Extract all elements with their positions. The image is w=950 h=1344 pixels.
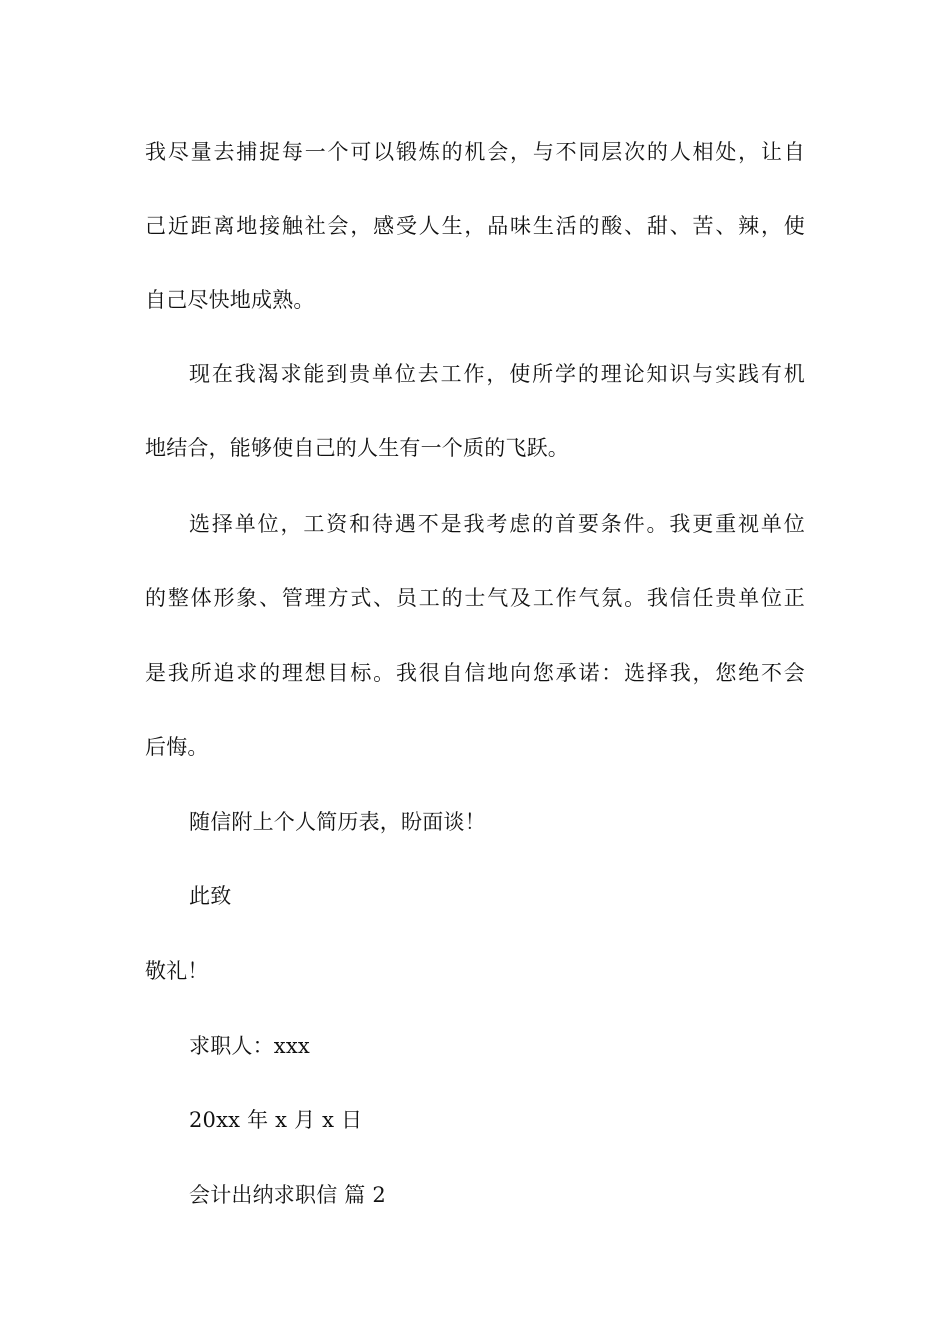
section-title: 会计出纳求职信 篇 2: [189, 1183, 386, 1207]
paragraph-line: 现在我渴求能到贵单位去工作，使所学的理论知识与实践有机: [189, 362, 805, 386]
paragraph-line: 是我所追求的理想目标。我很自信地向您承诺：选择我，您绝不会: [145, 661, 805, 685]
paragraph-line: 后悔。: [145, 735, 209, 759]
closing-line: 敬礼！: [145, 959, 209, 983]
paragraph-line: 选择单位，工资和待遇不是我考虑的首要条件。我更重视单位: [189, 512, 805, 536]
applicant-line: 求职人：xxx: [189, 1034, 310, 1058]
paragraph-line: 随信附上个人简历表，盼面谈！: [189, 810, 486, 834]
paragraph-line: 地结合，能够使自己的人生有一个质的飞跃。: [145, 436, 569, 460]
paragraph-line: 的整体形象、管理方式、员工的士气及工作气氛。我信任贵单位正: [145, 586, 805, 610]
date-line: 20xx 年 x 月 x 日: [189, 1108, 363, 1132]
paragraph-line: 我尽量去捕捉每一个可以锻炼的机会，与不同层次的人相处，让自: [145, 140, 805, 164]
paragraph-line: 自己尽快地成熟。: [145, 288, 315, 312]
salutation-line: 此致: [189, 884, 232, 908]
paragraph-line: 己近距离地接触社会，感受人生，品味生活的酸、甜、苦、辣，使: [145, 214, 805, 238]
